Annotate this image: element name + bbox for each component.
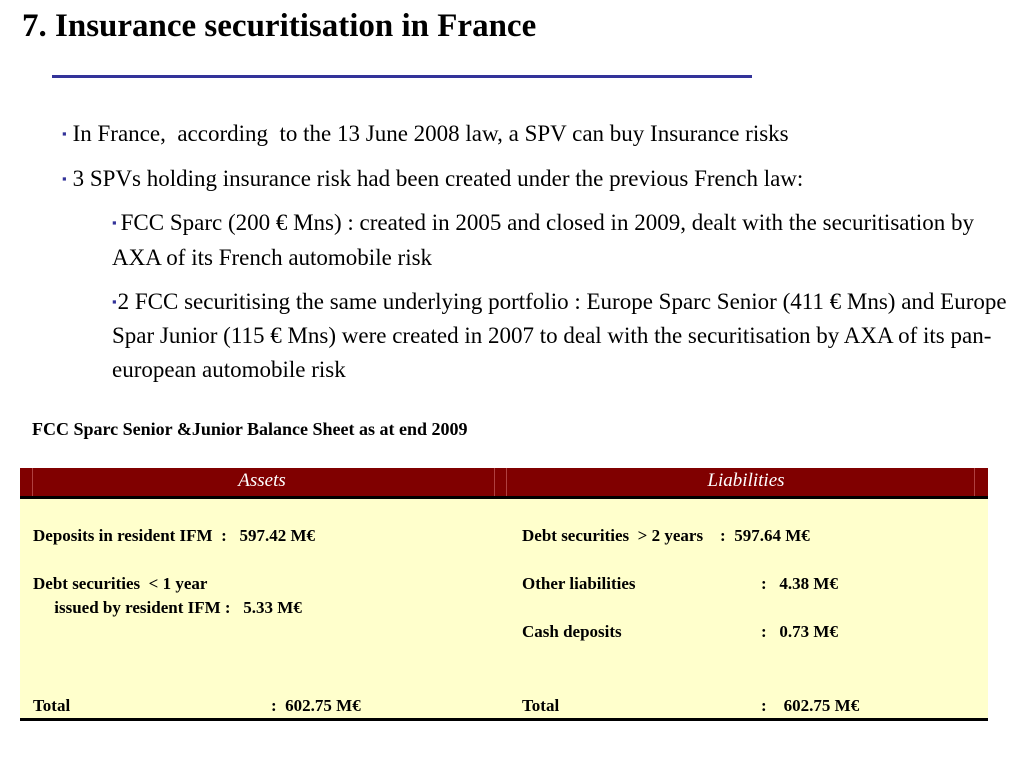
bullet-marker-icon: ▪ [112,215,117,230]
liability-cash-label: Cash deposits [522,622,622,641]
liability-other-label: Other liabilities [522,574,636,593]
asset-deposits: Deposits in resident IFM : 597.42 M€ [33,526,316,545]
asset-total-value: : 602.75 M€ [271,696,361,715]
liability-other-value: : 4.38 M€ [761,574,838,593]
liability-debt-securities: Debt securities > 2 years : 597.64 M€ [522,526,810,545]
assets-header: Assets [238,470,286,491]
slide-title: 7. Insurance securitisation in France [22,8,537,44]
asset-debt-securities-detail: issued by resident IFM : 5.33 M€ [33,598,302,617]
bullet-text: 3 SPVs holding insurance risk had been created under the previous French law: [72,166,804,191]
title-underline [52,75,752,78]
bullet-marker-icon: ▪ [62,171,67,186]
liabilities-header: Liabilities [707,470,785,491]
table-header-row [20,468,988,499]
asset-debt-securities: Debt securities < 1 year [33,574,208,593]
sub-bullet-text: FCC Sparc (200 € Mns) : created in 2005 and closed in 2009, dealt with the securitisation by AXA of its French automobile risk [112,210,975,270]
bullet-text: In France, according to the 13 June 2008 law, a SPV can buy Insurance risks [72,121,789,146]
sub-bullet-text: 2 FCC securitising the same underlying portfolio : Europe Sparc Senior (411 € Mns) and Europe Spar Junior (115 € Mns) were created in 2007 to deal with the securitisation by AXA of its pan-european automobile risk [112,289,1007,382]
liability-total-value: : 602.75 M€ [761,696,860,715]
liability-total-label: Total [522,696,560,715]
balance-sheet-table [20,468,988,721]
bullet-item [62,117,789,150]
bullet-marker-icon: ▪ [112,294,117,309]
bullet-marker-icon: ▪ [62,126,67,141]
table-caption: FCC Sparc Senior &Junior Balance Sheet as at end 2009 [32,419,468,439]
liability-cash-value: : 0.73 M€ [761,622,838,641]
asset-total-label: Total [33,696,71,715]
sub-bullet-item [112,285,1012,387]
sub-bullet-item [112,205,1012,275]
bullet-item [62,162,803,195]
